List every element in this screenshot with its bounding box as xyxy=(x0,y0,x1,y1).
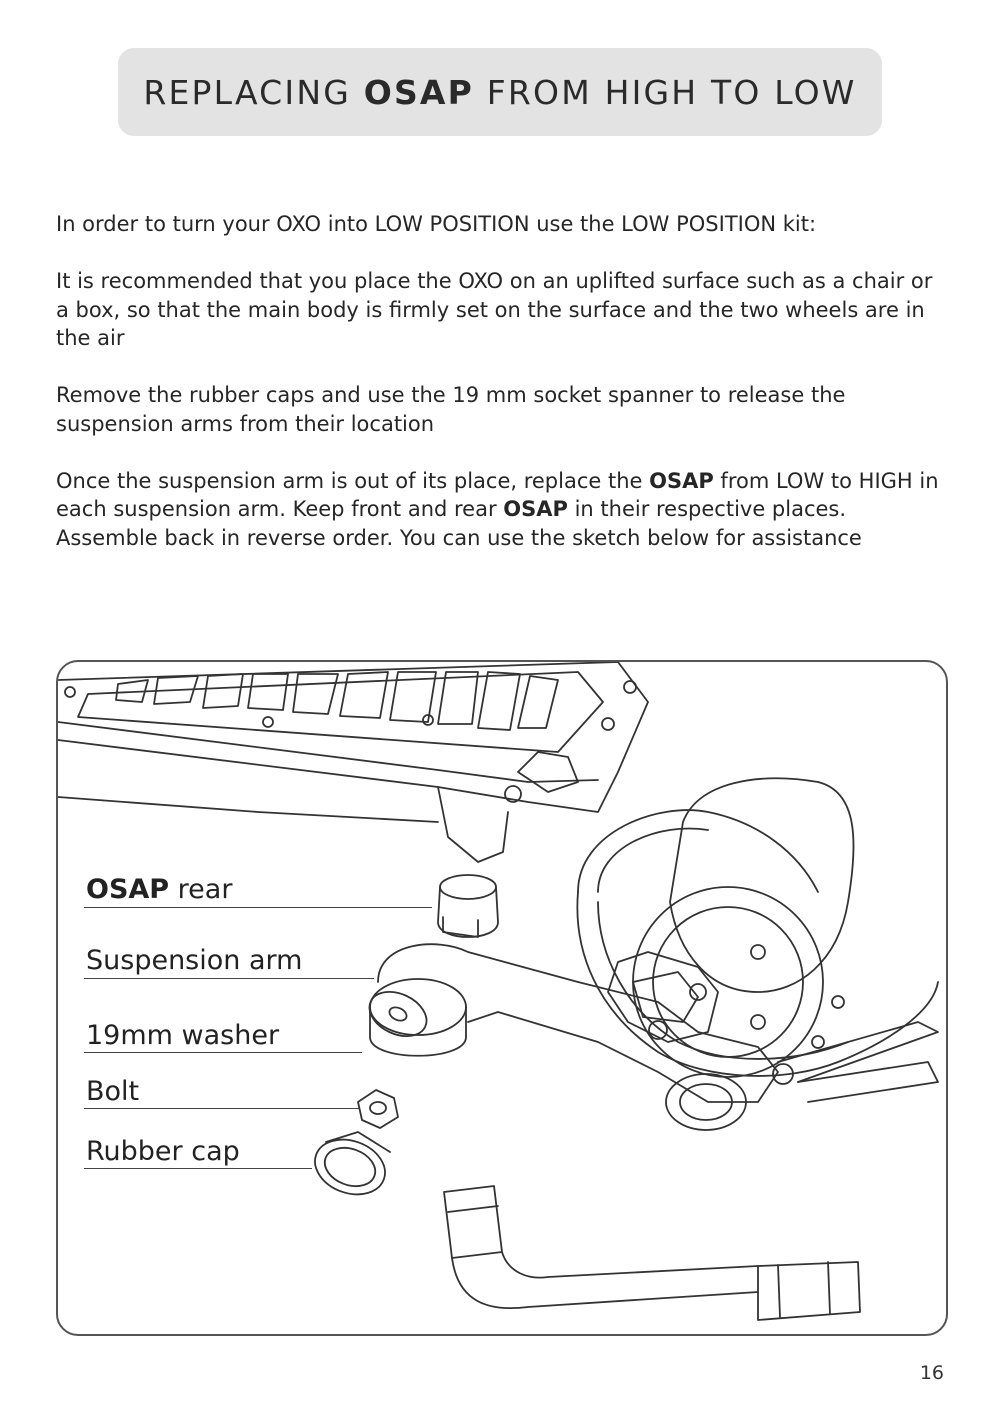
socket-spanner-sketch xyxy=(444,1186,860,1320)
page-title: REPLACING OSAP FROM HIGH TO LOW xyxy=(143,72,857,112)
assembly-sketch xyxy=(58,662,946,1334)
page-number: 16 xyxy=(919,1362,944,1384)
label-osap-rear: OSAP rear xyxy=(86,874,233,905)
paragraph-replace-osap: Once the suspension arm is out of its place, replace the OSAP from LOW to HIGH in each suspension arm. Keep front and rear OSAP in their respective places. Assemble back in reverse order. You can use the sketch below for assistance xyxy=(56,468,939,550)
scooter-body-sketch xyxy=(58,662,648,862)
leader-washer xyxy=(84,1052,362,1053)
leader-bolt xyxy=(84,1108,359,1109)
title-banner xyxy=(118,48,882,136)
paragraph-intro: In order to turn your OXO into LOW POSITION use the LOW POSITION kit: xyxy=(56,212,817,236)
leader-osap-rear xyxy=(84,907,432,908)
rubber-cap-sketch xyxy=(307,1130,392,1203)
caliper-sketch xyxy=(608,952,718,1042)
label-bolt: Bolt xyxy=(86,1076,140,1107)
leader-suspension-arm xyxy=(84,978,374,979)
label-19mm-washer: 19mm washer xyxy=(86,1020,280,1051)
osap-part-sketch xyxy=(438,875,498,937)
paragraph-remove-caps: Remove the rubber caps and use the 19 mm socket spanner to release the suspension arms from their location xyxy=(56,383,846,436)
instructions xyxy=(56,210,946,581)
label-suspension-arm: Suspension arm xyxy=(86,945,303,976)
paragraph-uplift: It is recommended that you place the OXO on an uplifted surface such as a chair or a box, so that the main body is firmly set on the surface and the two wheels are in the air xyxy=(56,269,933,350)
label-rubber-cap: Rubber cap xyxy=(86,1136,240,1167)
assembly-diagram xyxy=(56,660,948,1336)
leader-rubber-cap xyxy=(84,1168,312,1169)
bolt-sketch xyxy=(358,1090,398,1128)
